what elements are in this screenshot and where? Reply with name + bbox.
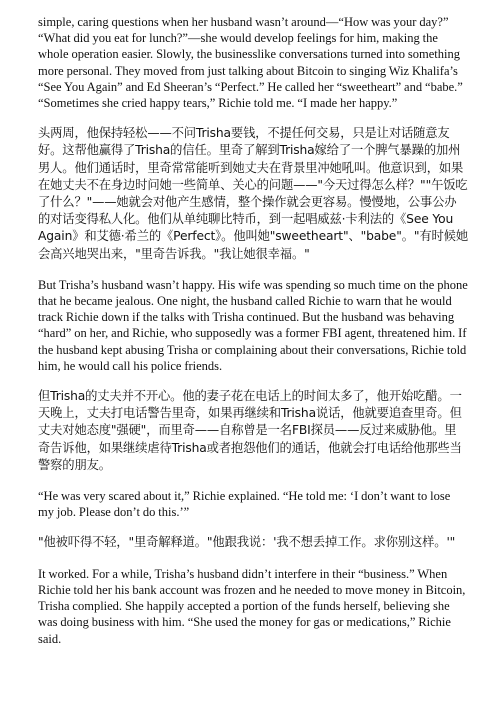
paragraph-en-1: simple, caring questions when her husband wasn’t around—“How was your day?” “What did you eat for lunch?”—she would develop feelings for him, making the whole operation easier. Slowly, the businesslike conversations turned into something more personal. They moved from just talking about Bitcoin to singing Wiz Khalifa’s “See You Again” and Ed Sheeran’s “Perfect.” He called her “sweetheart” and “babe.” “Sometimes she cried happy tears,” Richie told me. “I made her happy.” — [38, 15, 463, 111]
paragraph-en-3: “He was very scared about it,” Richie explained. “He told me: ‘I don’t want to lose my job. Please don’t do this.’” — [38, 489, 451, 520]
paragraph-en-4: It worked. For a while, Trisha’s husband didn’t interfere in their “business.” When Richie told her his bank account was frozen and he needed to move money in Bitcoin, Trisha complied. She happily accepted a portion of the funds herself, believing she was doing business with him. “She used the money for gas or medications,” Richie said. — [38, 566, 466, 646]
paragraph-en-2: But Trisha’s husband wasn’t happy. His wife was spending so much time on the phone that he became jealous. One night, the husband called Richie to warn that he would track Richie down if the talks with Trisha continued. But the husband was behaving “hard” on her, and Richie, who supposedly was a former FBI agent, threatened him. If the husband kept abusing Trisha or complaining about their conversations, Richie told him, he would call his police friends. — [38, 277, 468, 373]
paragraph-zh-2: 但Trisha的丈夫并不开心。他的妻子花在电话上的时间太多了，他开始吃醋。一天晚上，丈夫打电话警告里奇，如果再继续和Trisha说话，他就要追查里奇。但丈夫对她态度"强硬"，而里奇——自称曾是一名FBI探员——反过来威胁他。里奇告诉他，如果继续虐待Trisha或者抱怨他们的通话，他就会打电话给他那些当警察的朋友。 — [38, 389, 462, 472]
article-page — [38, 14, 468, 661]
paragraph-zh-1: 头两周，他保持轻松——不问Trisha要钱，不提任何交易，只是让对话随意友好。这帮他赢得了Trisha的信任。里奇了解到Trisha嫁给了一个脾气暴躁的加州男人。他们通话时，里奇常常能听到她丈夫在背景里冲她吼叫。他意识到，如果在她丈夫不在身边时问她一些简单、关心的问题——"今天过得怎么样？""午饭吃了什么？"——她就会对他产生感情，整个操作就会更容易。慢慢地，公事公办的对话变得私人化。他们从单纯聊比特币，到一起唱威兹·卡利法的《See You Again》和艾德·希兰的《Perfect》。他叫她"sweetheart"、"babe"。"有时候她会高兴地哭出来，"里奇告诉我。"我让她很幸福。" — [38, 126, 468, 261]
paragraph-zh-3: "他被吓得不轻，"里奇解释道。"他跟我说：'我不想丢掉工作。求你别这样。'" — [38, 535, 456, 550]
